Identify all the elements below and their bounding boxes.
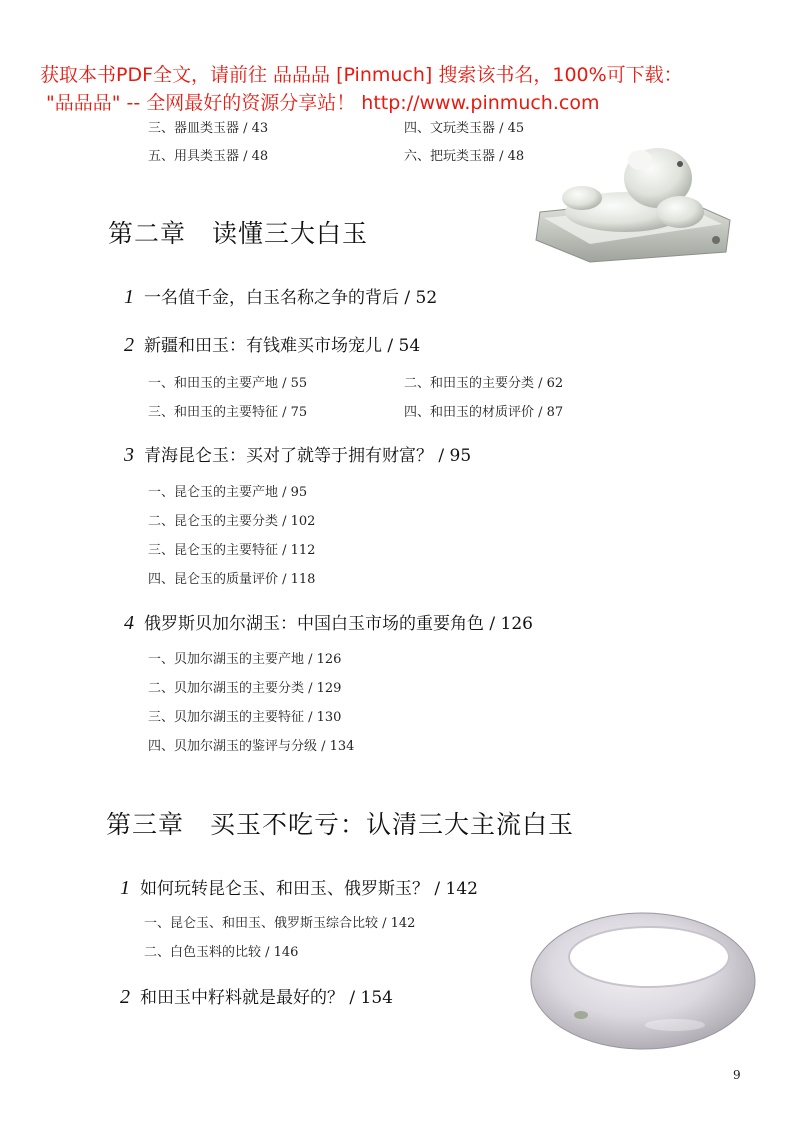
banner-line-1: 获取本书PDF全文，请前往 品品品 [Pinmuch] 搜索该书名，100%可下载： <box>40 64 683 86</box>
section-heading <box>120 874 478 900</box>
section-heading <box>124 283 437 309</box>
toc-item: 三、贝加尔湖玉的主要特征 / 130 <box>148 710 342 725</box>
toc-item: 二、贝加尔湖玉的主要分类 / 129 <box>148 681 342 696</box>
page-number: 9 <box>733 1068 741 1082</box>
chapter-heading <box>108 214 368 250</box>
chapter-heading <box>106 805 574 841</box>
chapter-title: 读懂三大白玉 <box>212 219 369 248</box>
section-number: 1 <box>120 877 130 899</box>
jade-bangle-image <box>525 905 760 1055</box>
toc-item: 三、昆仑玉的主要特征 / 112 <box>148 543 316 558</box>
toc-item: 一、昆仑玉的主要产地 / 95 <box>148 485 308 500</box>
section-number: 4 <box>124 612 134 634</box>
section-title: 俄罗斯贝加尔湖玉：中国白玉市场的重要角色 / 126 <box>144 614 533 634</box>
toc-item: 一、和田玉的主要产地 / 55 <box>148 376 308 391</box>
section-heading <box>124 441 471 467</box>
section-heading <box>120 983 393 1009</box>
toc-item: 四、和田玉的材质评价 / 87 <box>404 405 564 420</box>
toc-item: 三、器皿类玉器 / 43 <box>148 121 269 136</box>
jade-baby-carving-image <box>530 140 735 265</box>
chapter-label: 第二章 <box>108 219 187 248</box>
section-heading <box>124 609 533 635</box>
toc-item: 四、贝加尔湖玉的鉴评与分级 / 134 <box>148 739 355 754</box>
toc-item: 六、把玩类玉器 / 48 <box>404 149 525 164</box>
toc-item: 二、和田玉的主要分类 / 62 <box>404 376 564 391</box>
toc-item: 四、文玩类玉器 / 45 <box>404 121 525 136</box>
toc-item: 二、白色玉料的比较 / 146 <box>144 945 299 960</box>
toc-item: 四、昆仑玉的质量评价 / 118 <box>148 572 316 587</box>
toc-item: 三、和田玉的主要特征 / 75 <box>148 405 308 420</box>
section-title: 青海昆仑玉：买对了就等于拥有财富？ / 95 <box>144 446 472 466</box>
toc-item: 一、昆仑玉、和田玉、俄罗斯玉综合比较 / 142 <box>144 916 416 931</box>
toc-item: 二、昆仑玉的主要分类 / 102 <box>148 514 316 529</box>
section-number: 2 <box>120 986 130 1008</box>
chapter-title: 买玉不吃亏：认清三大主流白玉 <box>210 810 575 839</box>
section-number: 3 <box>124 444 134 466</box>
section-title: 一名值千金，白玉名称之争的背后 / 52 <box>144 288 438 308</box>
section-title: 和田玉中籽料就是最好的？ / 154 <box>140 988 393 1008</box>
toc-item: 五、用具类玉器 / 48 <box>148 149 269 164</box>
section-number: 2 <box>124 334 134 356</box>
chapter-label: 第三章 <box>106 810 185 839</box>
section-heading <box>124 331 420 357</box>
toc-item: 一、贝加尔湖玉的主要产地 / 126 <box>148 652 342 667</box>
section-title: 如何玩转昆仑玉、和田玉、俄罗斯玉？ / 142 <box>140 879 478 899</box>
banner-line-2: "品品品" -- 全网最好的资源分享站！ http://www.pinmuch.com <box>46 92 600 114</box>
section-title: 新疆和田玉：有钱难买市场宠儿 / 54 <box>144 336 421 356</box>
section-number: 1 <box>124 286 134 308</box>
